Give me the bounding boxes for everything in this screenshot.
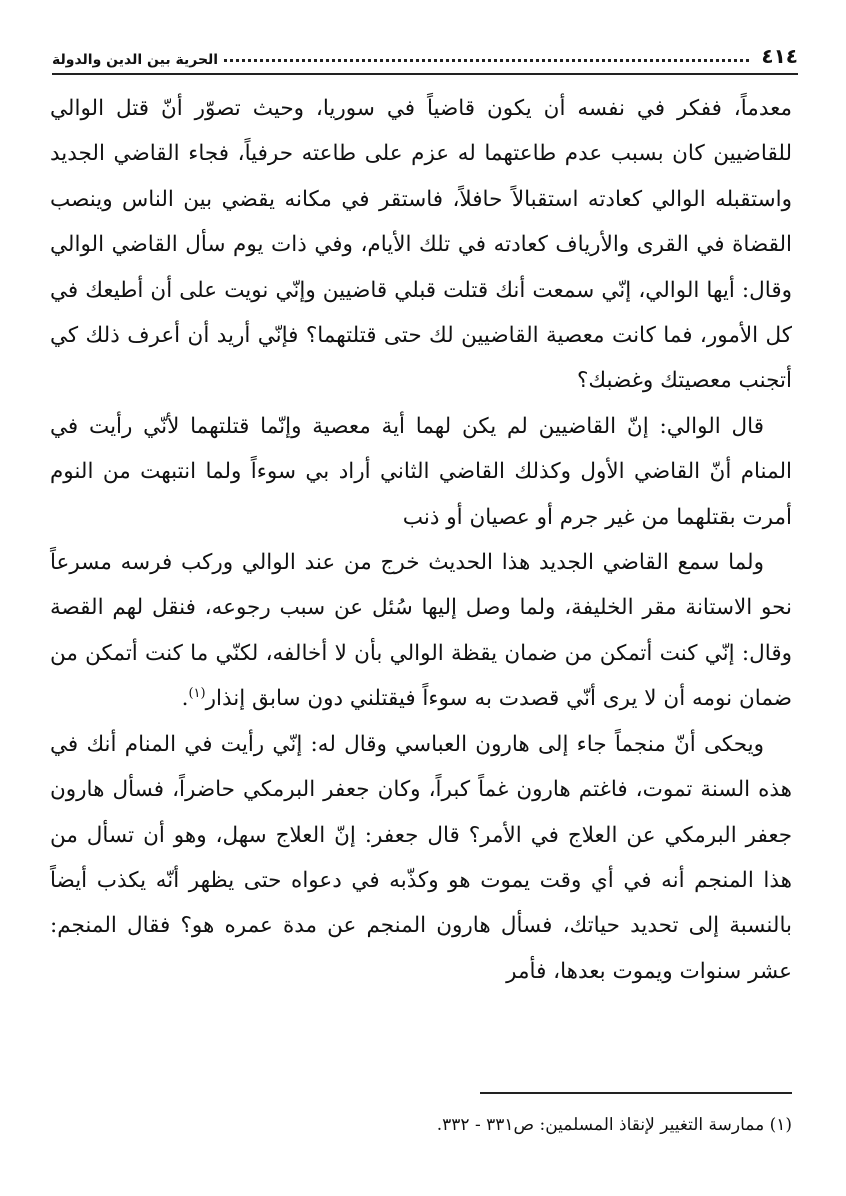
header-dot-leader (224, 58, 749, 62)
paragraph-text: ولما سمع القاضي الجديد هذا الحديث خرج من عند الوالي وركب فرسه مسرعاً نحو الاستانة مقر الخليفة، ولما وصل إليها سُئل عن سبب رجوعه، فنقل لهم القصة وقال: إنّي كنت أتمكن من ضمان يقظة الوالي بأن لا أخالفه، لكنّي ما كنت أتمكن من ضمان نومه أن لا يرى أنّي قصدت به سوءاً فيقتلني دون سابق إنذار (50, 550, 792, 712)
paragraph: معدماً، ففكر في نفسه أن يكون قاضياً في سوريا، وحيث تصوّر أنّ قتل الوالي للقاضيين كان بسبب عدم طاعتهما له عزم على طاعته حرفياً، فجاء القاضي الجديد واستقبله الوالي كعادته استقبالاً حافلاً، فاستقر في مكانه يقضي بين الناس وينصب القضاة في القرى والأرياف كعادته في تلك الأيام، وفي ذات يوم سأل القاضي الوالي وقال: أيها الوالي، إنّي سمعت أنك قتلت قبلي قاضيين وإنّي نويت على أن أطيعك في كل الأمور، فما كانت معصية القاضيين لك حتى قتلتهما؟ فإنّي أريد أن أعرف ذلك كي أتجنب معصيتك وغضبك؟ (50, 96, 792, 394)
paragraph-with-footnote (50, 540, 792, 722)
header-divider (52, 73, 798, 75)
paragraph-end: . (181, 686, 189, 712)
footnote-reference: (١) (188, 686, 206, 702)
page-number: ٤١٤ (761, 44, 798, 68)
footnote-divider (480, 1092, 792, 1094)
main-text (50, 86, 792, 994)
footnote: (١) ممارسة التغيير لإنقاذ المسلمين: ص٣٣١ - ٣٣٢. (436, 1115, 792, 1135)
paragraph: ويحكى أنّ منجماً جاء إلى هارون العباسي وقال له: إنّي رأيت في المنام أنك في هذه السنة تموت، فاغتم هارون غماً كبراً، وكان جعفر البرمكي حاضراً، فسأل هارون جعفر البرمكي عن العلاج في الأمر؟ قال جعفر: إنّ العلاج سهل، وهو أن تسأل من هذا المنجم أنه في أي وقت يموت هو وكذّبه في دعواه حتى يظهر أنّه يكذب أيضاً بالنسبة إلى تحديد حياتك، فسأل هارون المنجم عن مدة عمره هو؟ فقال المنجم: عشر سنوات ويموت بعدها، فأمر (50, 731, 792, 984)
running-title: الحرية بين الدين والدولة (52, 52, 219, 68)
paragraph: قال الوالي: إنّ القاضيين لم يكن لهما أية معصية وإنّما قتلتهما لأنّي رأيت في المنام أنّ القاضي الأول وكذلك القاضي الثاني أراد بي سوءاً ولما انتبهت من النوم أمرت بقتلهما من غير جرم أو عصيان أو ذنب (50, 413, 792, 530)
running-header (52, 34, 798, 68)
